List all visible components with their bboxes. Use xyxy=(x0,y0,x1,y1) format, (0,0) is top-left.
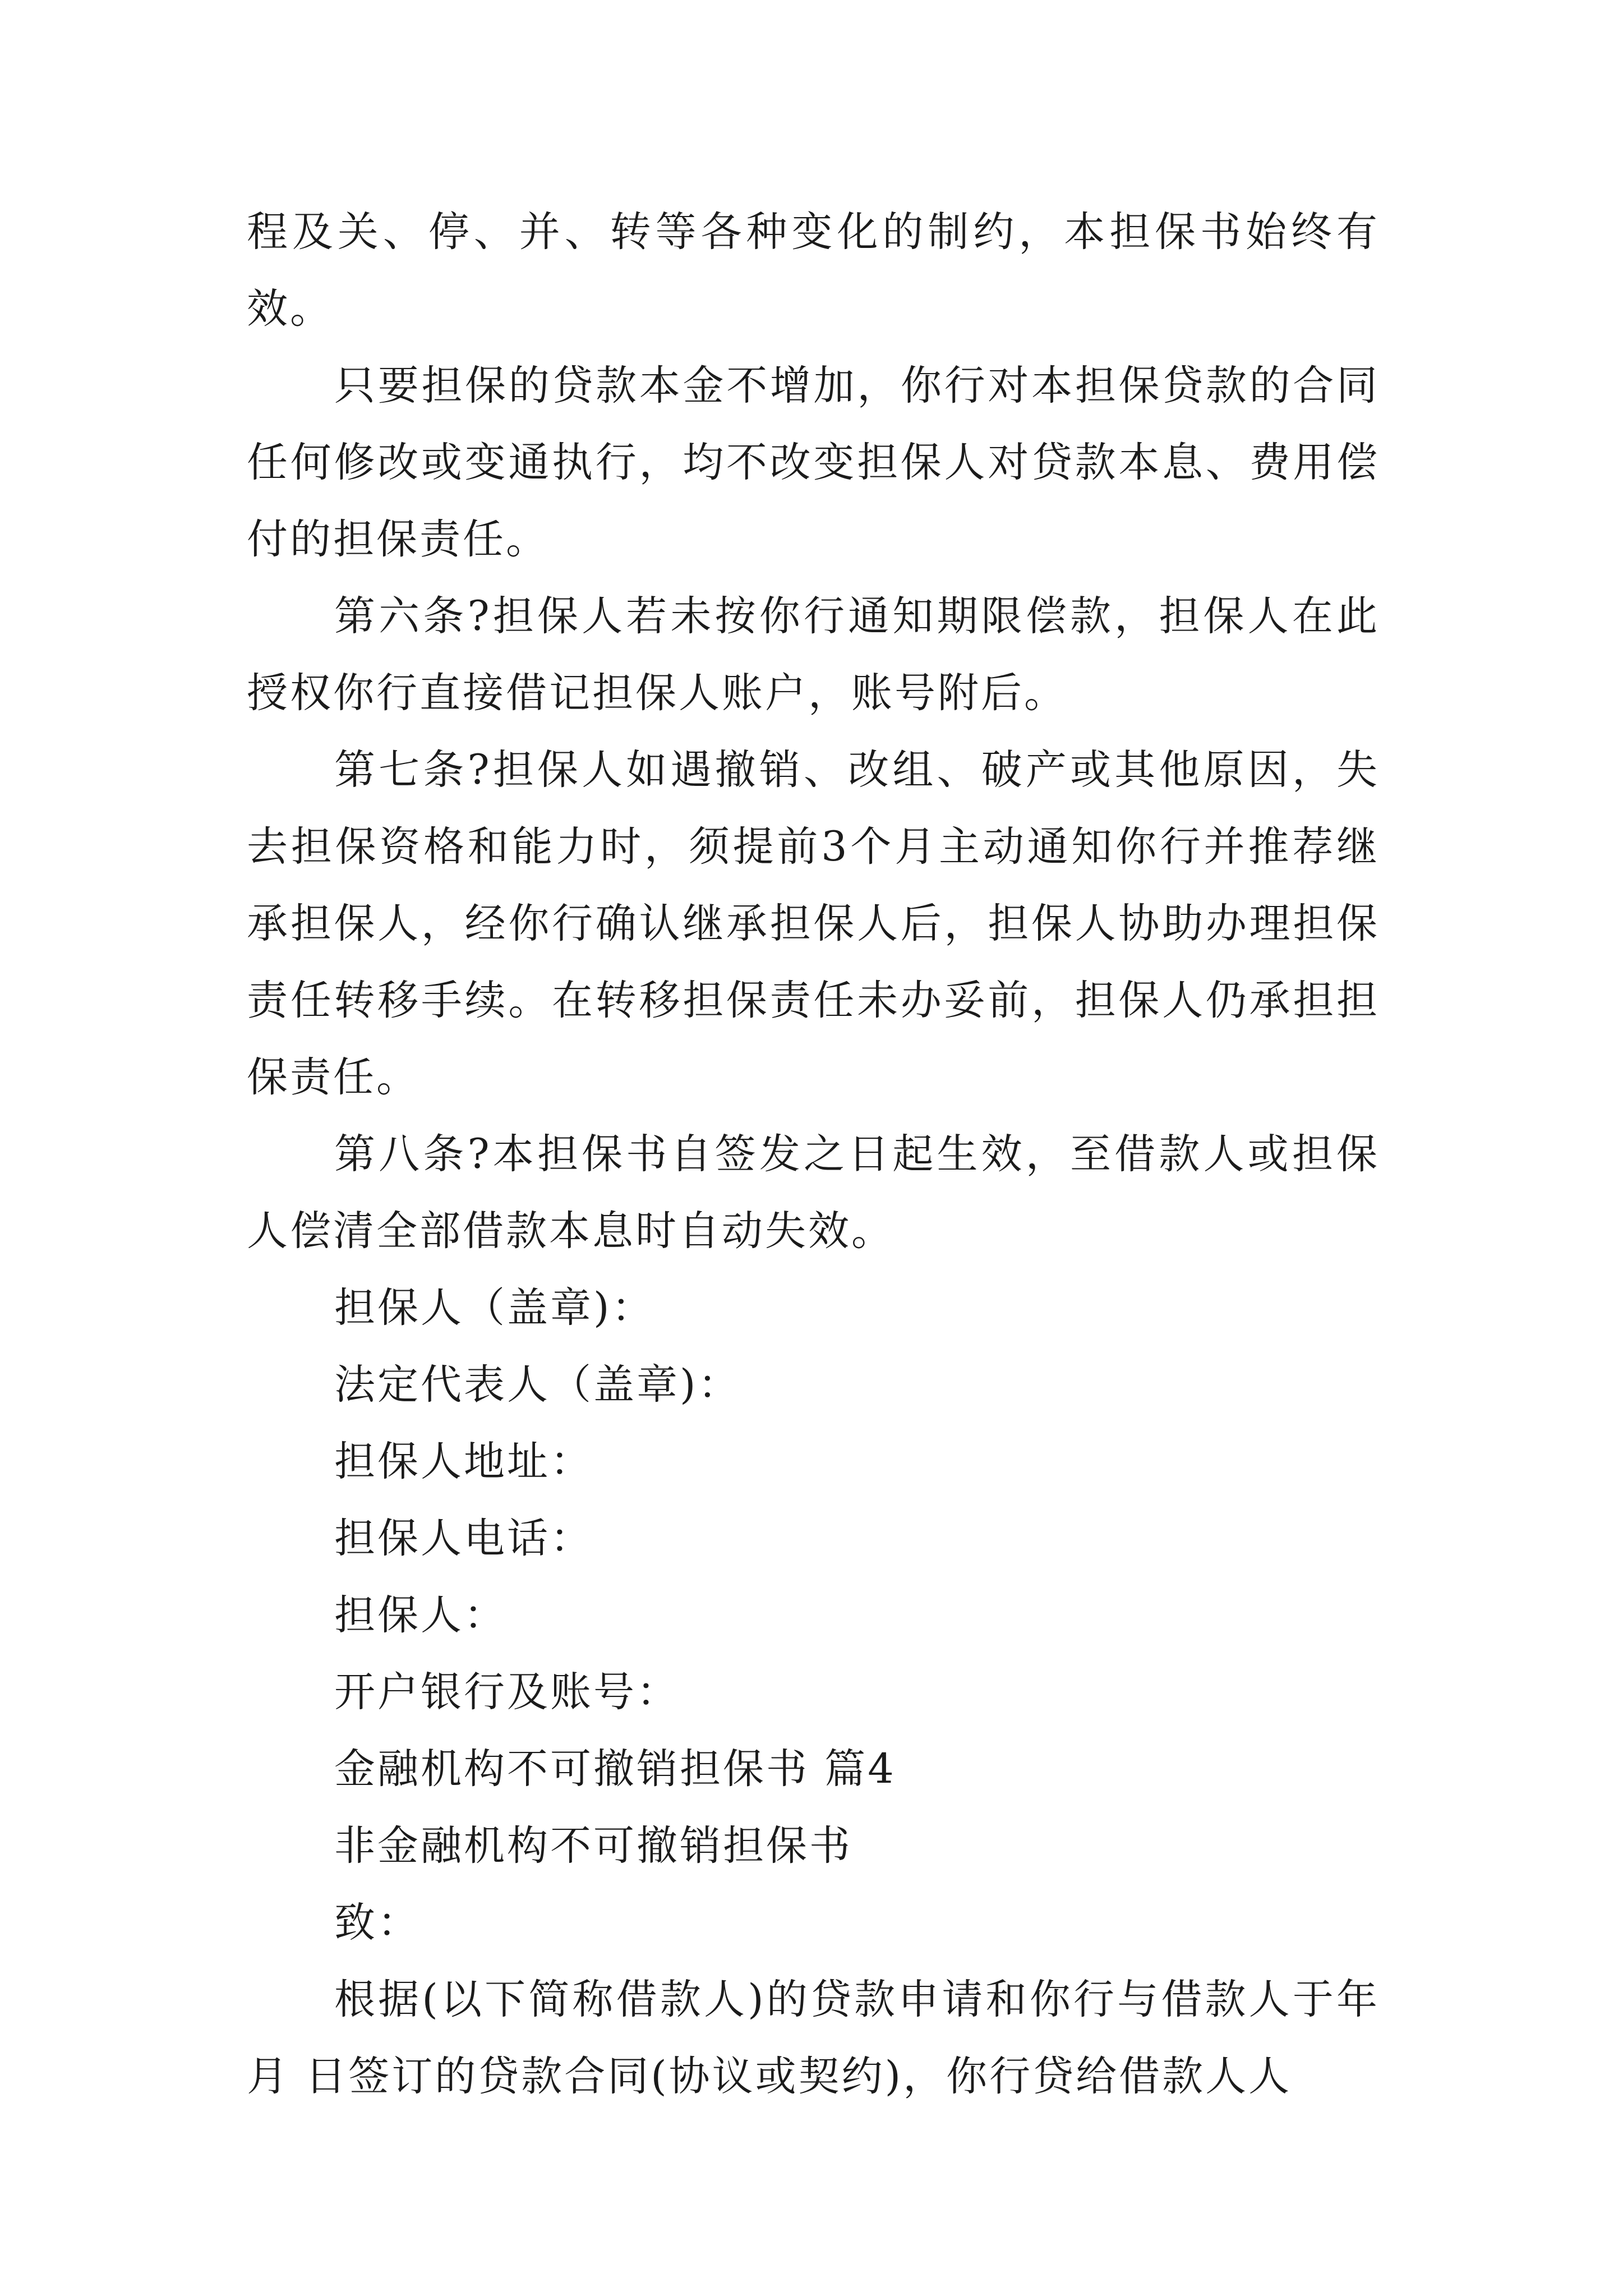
salutation: 致： xyxy=(334,1899,421,1947)
field-guarantor-seal: 担保人（盖章)： xyxy=(334,1284,655,1332)
field-legal-representative-seal: 法定代表人（盖章)： xyxy=(334,1361,741,1409)
field-guarantor-address: 担保人地址： xyxy=(334,1438,593,1485)
paragraph-article-7: 第七条?担保人如遇撤销、改组、破产或其他原因，失去担保资格和能力时，须提前3个月主动通知你行并推荐继承担保人，经你行确认继承担保人后，担保人协助办理担保责任转移手续。在转移担保责任未办妥前，担保人仍承担担保责任。 xyxy=(247,746,1380,1101)
paragraph-article-8: 第八条?本担保书自签发之日起生效，至借款人或担保人偿清全部借款本息时自动失效。 xyxy=(247,1130,1380,1255)
paragraph-loan-basis: 根据(以下简称借款人)的贷款申请和你行与借款人于年 月 日签订的贷款合同(协议或契约)，你行贷给借款人人 xyxy=(247,1976,1380,2100)
field-guarantor-phone: 担保人电话： xyxy=(334,1515,593,1562)
paragraph-continuation: 程及关、停、并、转等各种变化的制约，本担保书始终有效。 xyxy=(247,208,1380,333)
field-bank-account: 开户银行及账号： xyxy=(334,1668,680,1716)
document-body xyxy=(247,194,1380,2115)
document-subtitle: 非金融机构不可撤销担保书 xyxy=(334,1822,852,1870)
field-guarantor: 担保人： xyxy=(334,1591,507,1639)
section-heading: 金融机构不可撤销担保书 篇4 xyxy=(334,1745,896,1793)
paragraph-loan-modification: 只要担保的贷款本金不增加，你行对本担保贷款的合同任何修改或变通执行，均不改变担保人对贷款本息、费用偿付的担保责任。 xyxy=(247,362,1380,563)
paragraph-article-6: 第六条?担保人若未按你行通知期限偿款，担保人在此授权你行直接借记担保人账户，账号附后。 xyxy=(247,592,1380,717)
